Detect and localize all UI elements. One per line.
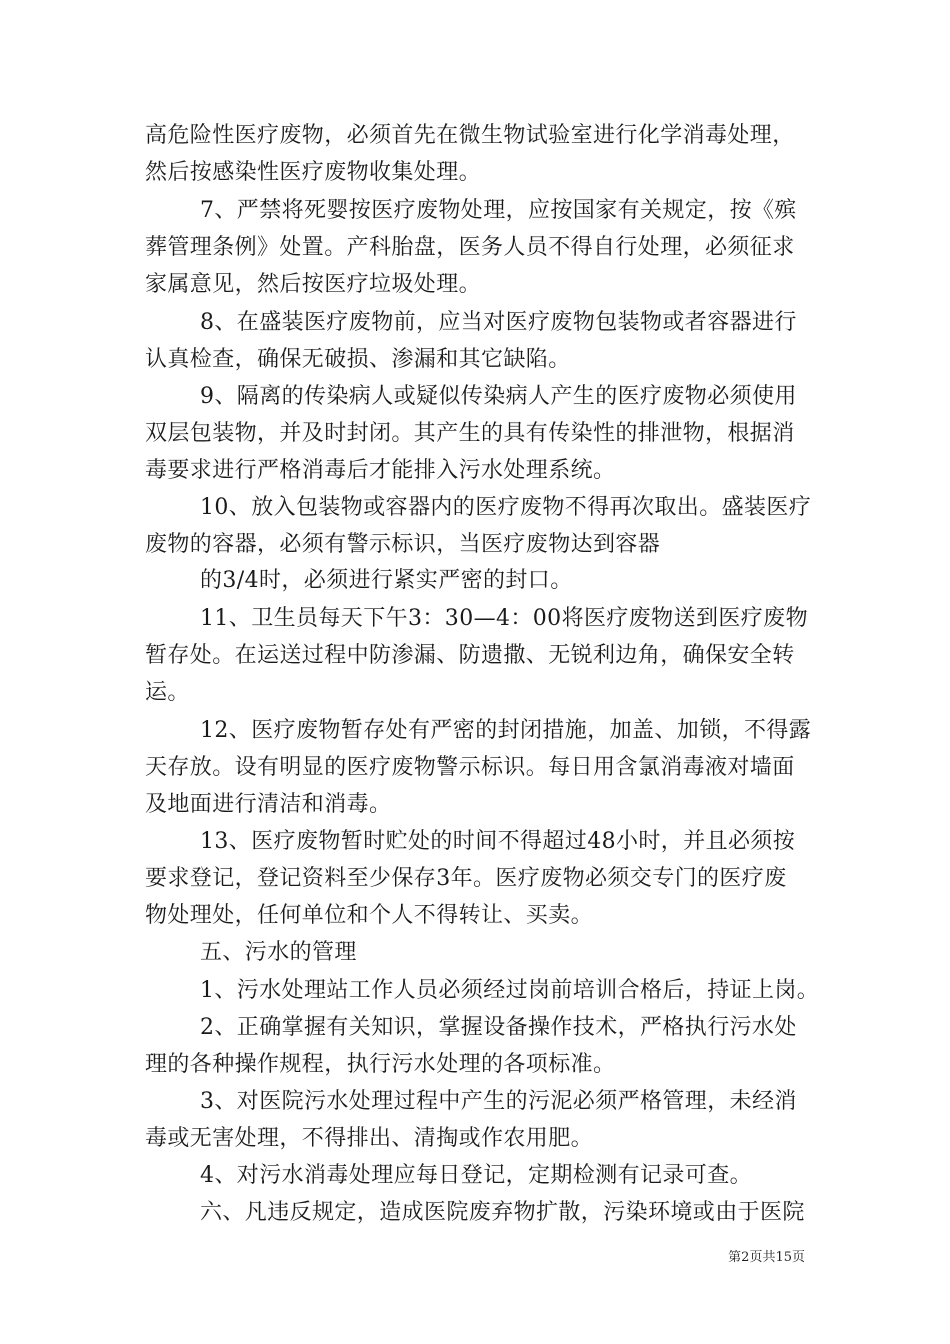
text-line: 的3/4时，必须进行紧实严密的封口。 [200,568,573,593]
text-line: 1、污水处理站工作人员必须经过岗前培训合格后，持证上岗。 [200,978,820,1003]
text-line: 3、对医院污水处理过程中产生的污泥必须严格管理，未经消 [200,1089,797,1114]
text-line: 废物的容器，必须有警示标识，当医疗废物达到容器 [145,532,661,557]
text-line: 然后按感染性医疗废物收集处理。 [145,160,482,185]
text-line: 11、卫生员每天下午3：30—4：00将医疗废物送到医疗废物 [200,606,808,631]
text-line: 双层包装物，并及时封闭。其产生的具有传染性的排泄物，根据消 [145,421,795,446]
text-line: 8、在盛装医疗废物前，应当对医疗废物包装物或者容器进行 [200,310,797,335]
section-heading: 六、凡违反规定，造成医院废弃物扩散，污染环境或由于医院 [200,1200,805,1225]
text-line: 12、医疗废物暂存处有严密的封闭措施，加盖、加锁，不得露 [200,718,812,743]
text-line: 毒要求进行严格消毒后才能排入污水处理系统。 [145,458,616,483]
text-line: 葬管理条例》处置。产科胎盘，医务人员不得自行处理，必须征求 [145,235,795,260]
page-number: 第2页共15页 [728,1250,805,1265]
text-line: 高危险性医疗废物，必须首先在微生物试验室进行化学消毒处理， [145,123,795,148]
text-line: 天存放。设有明显的医疗废物警示标识。每日用含氯消毒液对墙面 [145,755,795,780]
text-line: 7、严禁将死婴按医疗废物处理，应按国家有关规定，按《殡 [200,198,797,223]
text-line: 运。 [145,680,190,705]
text-line: 2、正确掌握有关知识，掌握设备操作技术，严格执行污水处 [200,1015,797,1040]
text-line: 13、医疗废物暂时贮处的时间不得超过48小时，并且必须按 [200,829,796,854]
text-line: 家属意见，然后按医疗垃圾处理。 [145,272,482,297]
text-line: 物处理处，任何单位和个人不得转让、买卖。 [145,903,594,928]
text-line: 10、放入包装物或容器内的医疗废物不得再次取出。盛装医疗 [200,495,812,520]
text-line: 4、对污水消毒处理应每日登记，定期检测有记录可查。 [200,1163,752,1188]
section-heading: 五、污水的管理 [200,940,357,965]
text-line: 9、隔离的传染病人或疑似传染病人产生的医疗废物必须使用 [200,384,797,409]
text-line: 暂存处。在运送过程中防渗漏、防遗撒、无锐利边角，确保安全转 [145,643,795,668]
text-line: 毒或无害处理，不得排出、清掏或作农用肥。 [145,1126,594,1151]
text-line: 认真检查，确保无破损、渗漏和其它缺陷。 [145,347,571,372]
text-line: 及地面进行清洁和消毒。 [145,792,392,817]
text-line: 要求登记，登记资料至少保存3年。医疗废物必须交专门的医疗废 [145,866,787,891]
text-line: 理的各种操作规程，执行污水处理的各项标准。 [145,1052,616,1077]
